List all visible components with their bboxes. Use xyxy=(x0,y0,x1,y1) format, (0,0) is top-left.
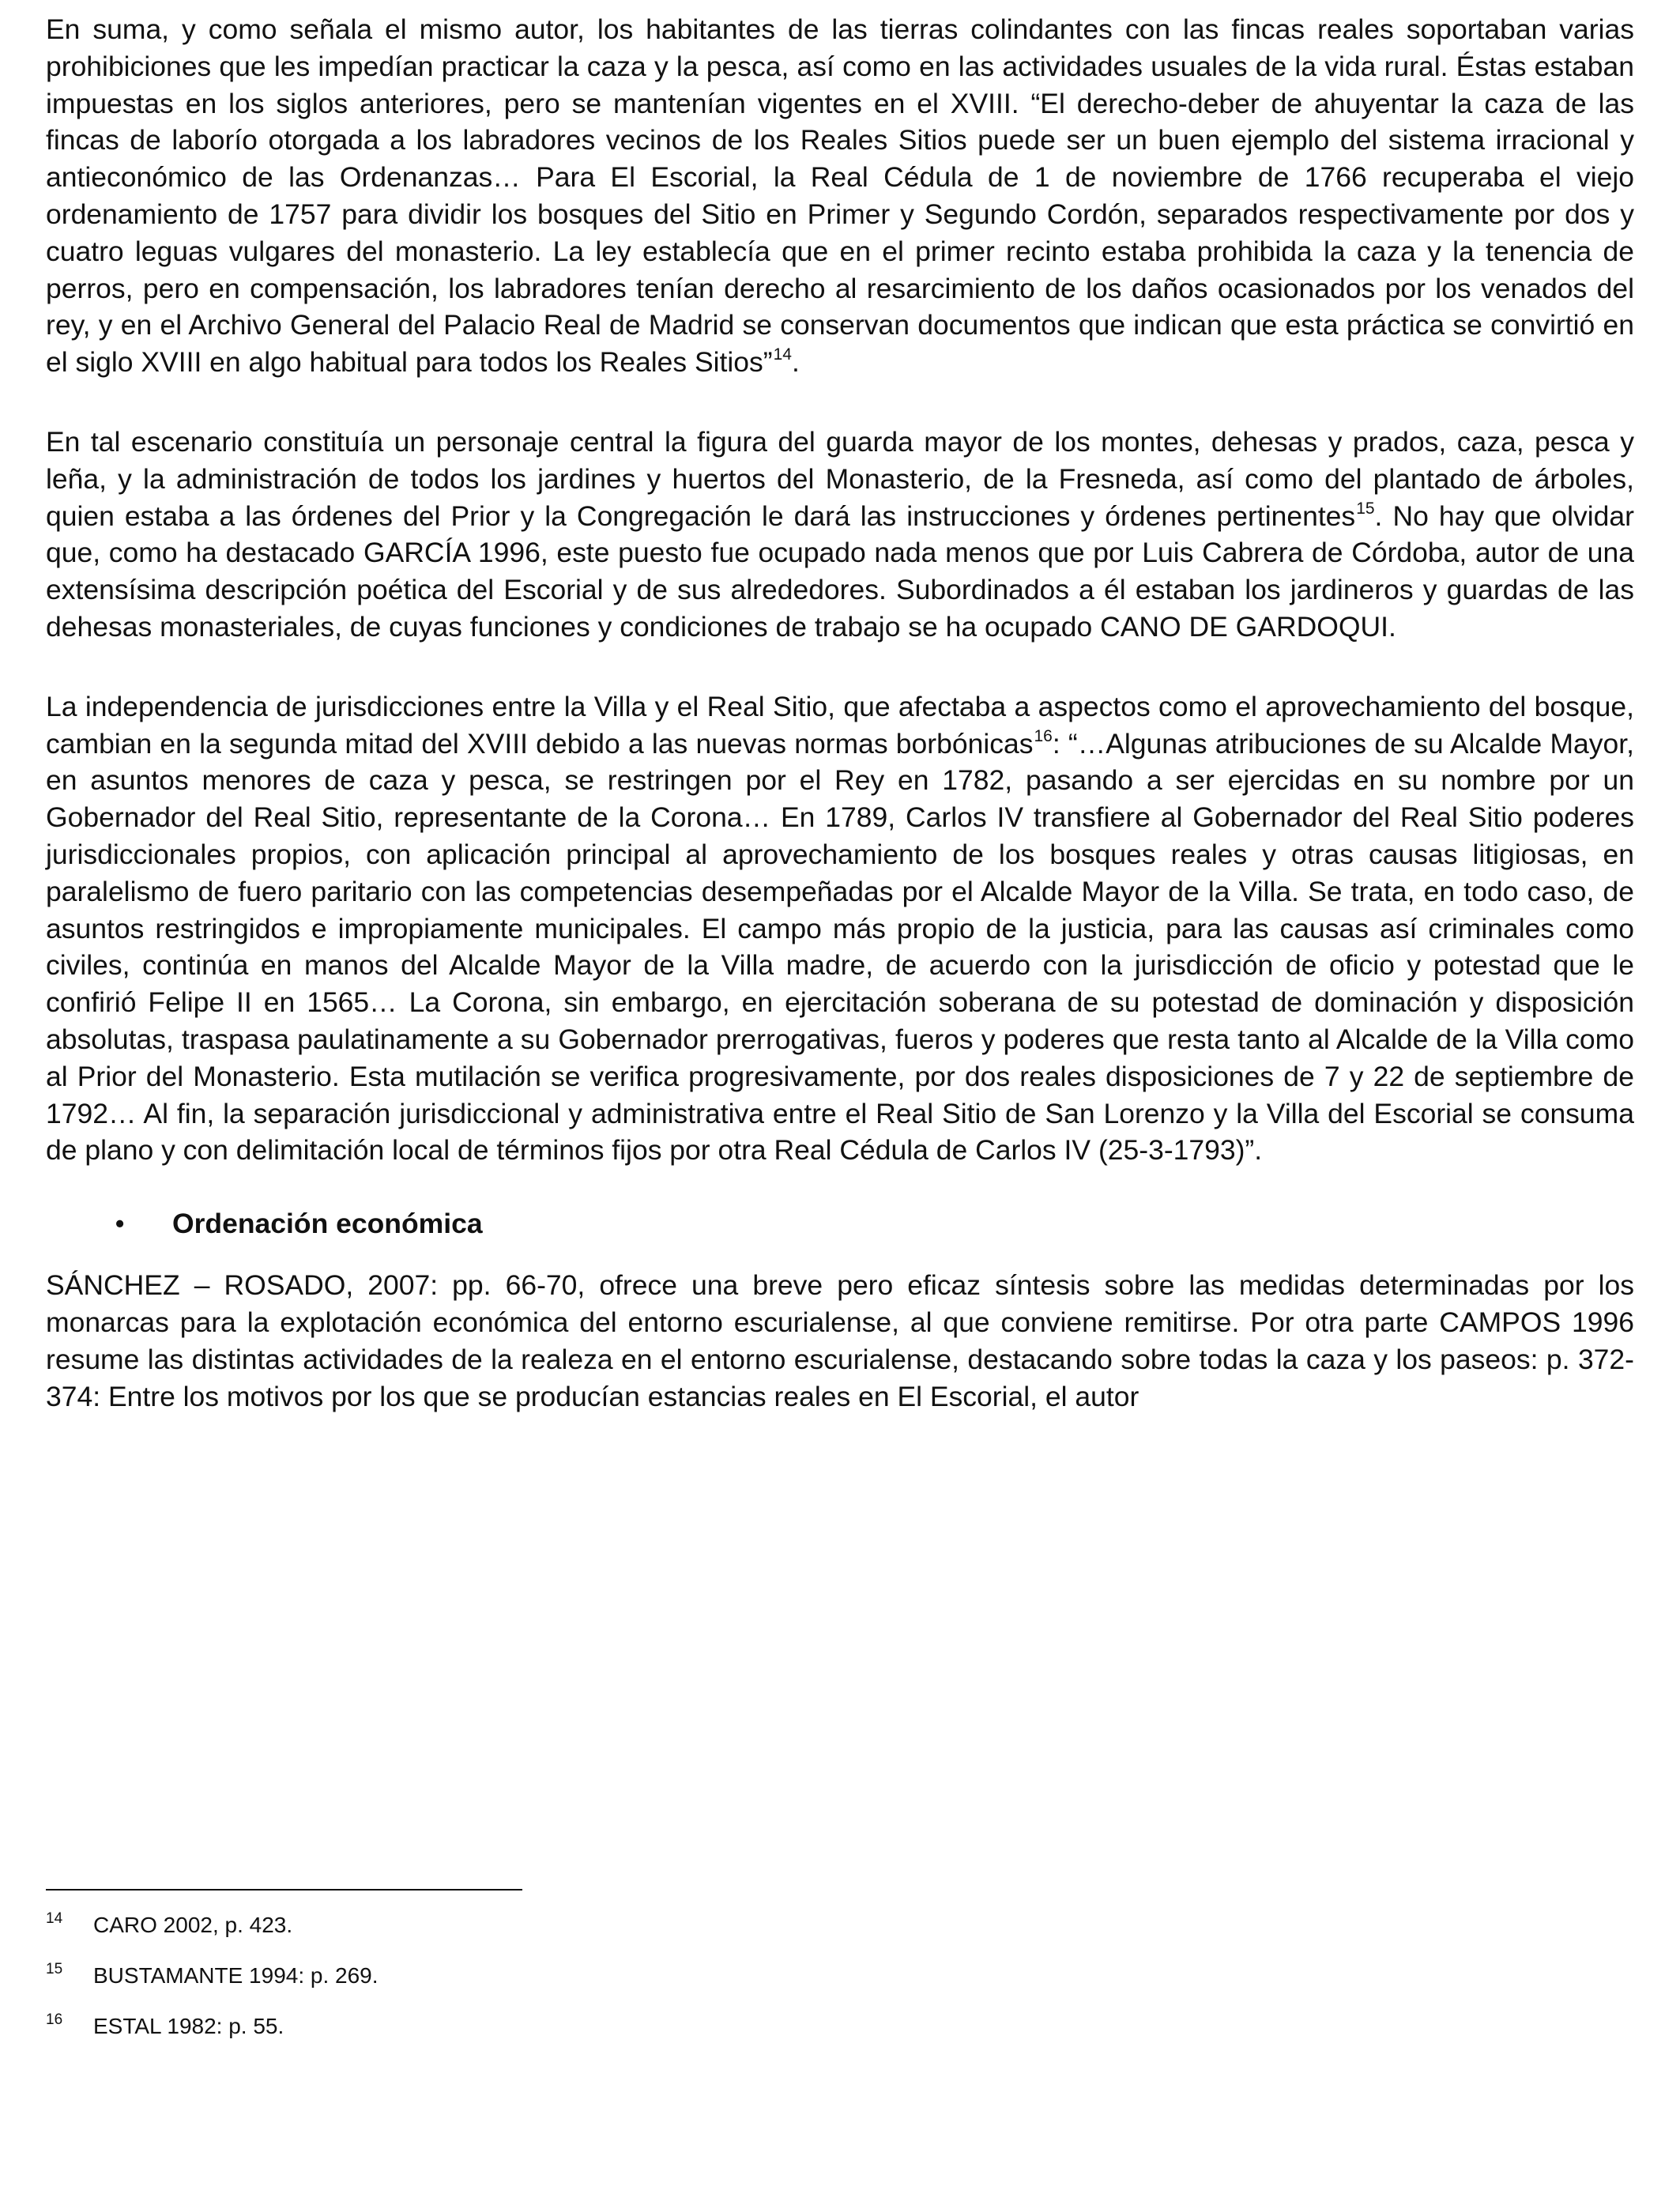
paragraph-text: : “…Algunas atribuciones de su Alcalde Mayor, en asuntos menores de caza y pesca, se restringen por el Rey en 1782, pasando a ser ejercidas en su nombre por un Gobernador del Real Sitio, representante de la Corona… En 1789, Carlos IV transfiere al Gobernador del Real Sitio poderes jurisdiccionales propios, con aplicación principal al aprovechamiento de los bosques reales y otras causas litigiosas, en paralelismo de fuero paritario con las competencias desempeñadas por el Alcalde Mayor de la Villa. Se trata, en todo caso, de asuntos restringidos e impropiamente municipales. El campo más propio de la justicia, para las causas así criminales como civiles, continúa en manos del Alcalde Mayor de la Villa madre, de acuerdo con la jurisdicción de oficio y potestad que le confirió Felipe II en 1565… La Corona, sin embargo, en ejercitación soberana de su potestad de dominación y disposición absolutas, traspasa paulatinamente a su Gobernador prerrogativas, fueros y poderes que resta tanto al Alcalde de la Villa como al Prior del Monasterio. Esta mutilación se verifica progresivamente, por dos reales disposiciones de 7 y 22 de septiembre de 1792… Al fin, la separación jurisdiccional y administrativa entre el Real Sitio de San Lorenzo y la Villa del Escorial se consuma de plano y con delimitación local de términos fijos por otra Real Cédula de Carlos IV (25-3-1793)”. xyxy=(46,727,1634,1167)
paragraph-economic-ordering xyxy=(46,1267,1634,1415)
section-heading xyxy=(46,1204,1634,1243)
footnote-reference[interactable]: 16 xyxy=(1034,726,1053,745)
section-heading-text: Ordenación económica xyxy=(172,1207,483,1239)
footnote-number: 14 xyxy=(46,1910,63,1927)
document-body xyxy=(46,11,1634,1415)
footnote-reference[interactable]: 14 xyxy=(773,345,792,364)
footnote-text: ESTAL 1982: p. 55. xyxy=(93,2014,284,2038)
paragraph-text: . No hay que olvidar que, como ha destacado GARCÍA 1996, este puesto fue ocupado nada menos que por Luis Cabrera de Córdoba, autor de una extensísima descripción poética del Escorial y de sus alrededores. Subordinados a él estaban los jardineros y guardas de las dehesas monasteriales, de cuyas funciones y condiciones de trabajo se ha ocupado CANO DE GARDOQUI. xyxy=(46,499,1634,643)
paragraph-text: En tal escenario constituía un personaje central la figura del guarda mayor de los montes, dehesas y prados, caza, pesca y leña, y la administración de todos los jardines y huertos del Monasterio, de la Fresneda, así como del plantado de árboles, quien estaba a las órdenes del Prior y la Congregación le dará las instrucciones y órdenes pertinentes xyxy=(46,425,1634,532)
footnote-number: 16 xyxy=(46,2011,63,2028)
footnote-item xyxy=(46,2012,994,2041)
paragraph-text: . xyxy=(791,346,800,379)
paragraph-guarda-mayor xyxy=(46,424,1634,646)
footnote-item xyxy=(46,1911,994,1940)
paragraph-hunting-prohibitions xyxy=(46,11,1634,381)
footnote-item xyxy=(46,1962,994,1990)
footnote-text: CARO 2002, p. 423. xyxy=(93,1913,293,1937)
footnote-text: BUSTAMANTE 1994: p. 269. xyxy=(93,1963,379,1988)
footnote-divider xyxy=(46,1889,522,1891)
bullet-icon: • xyxy=(115,1209,125,1238)
paragraph-text: En suma, y como señala el mismo autor, los habitantes de las tierras colindantes con las fincas reales soportaban varias prohibiciones que les impedían practicar la caza y la pesca, así como en las actividades usuales de la vida rural. Éstas estaban impuestas en los siglos anteriores, pero se mantenían vigentes en el XVIII. “El derecho-deber de ahuyentar la caza de las fincas de laborío otorgada a los labradores vecinos de los Reales Sitios puede ser un buen ejemplo del sistema irracional y antieconómico de las Ordenanzas… Para El Escorial, la Real Cédula de 1 de noviembre de 1766 recuperaba el viejo ordenamiento de 1757 para dividir los bosques del Sitio en Primer y Segundo Cordón, separados respectivamente por dos y cuatro leguas vulgares del monasterio. La ley establecía que en el primer recinto estaba prohibida la caza y la tenencia de perros, pero en compensación, los labradores tenían derecho al resarcimiento de los daños ocasionados por los venados del rey, y en el Archivo General del Palacio Real de Madrid se conservan documentos que indican que esta práctica se convirtió en el siglo XVIII en algo habitual para todos los Reales Sitios” xyxy=(46,13,1634,379)
paragraph-text: SÁNCHEZ – ROSADO, 2007: pp. 66-70, ofrece una breve pero eficaz síntesis sobre las medidas determinadas por los monarcas para la explotación económica del entorno escurialense, al que conviene remitirse. Por otra parte CAMPOS 1996 resume las distintas actividades de la realeza en el entorno escurialense, destacando sobre todas la caza y los paseos: p. 372-374: Entre los motivos por los que se producían estancias reales en El Escorial, el autor xyxy=(46,1269,1634,1412)
paragraph-text: La independencia de jurisdicciones entre la Villa y el Real Sitio, que afectaba a aspectos como el aprovechamiento del bosque, cambian en la segunda mitad del XVIII debido a las nuevas normas borbónicas xyxy=(46,690,1634,760)
footnotes xyxy=(46,1911,994,2041)
footnote-reference[interactable]: 15 xyxy=(1356,499,1375,518)
footnote-number: 15 xyxy=(46,1961,63,1977)
paragraph-jurisdictions xyxy=(46,688,1634,1169)
